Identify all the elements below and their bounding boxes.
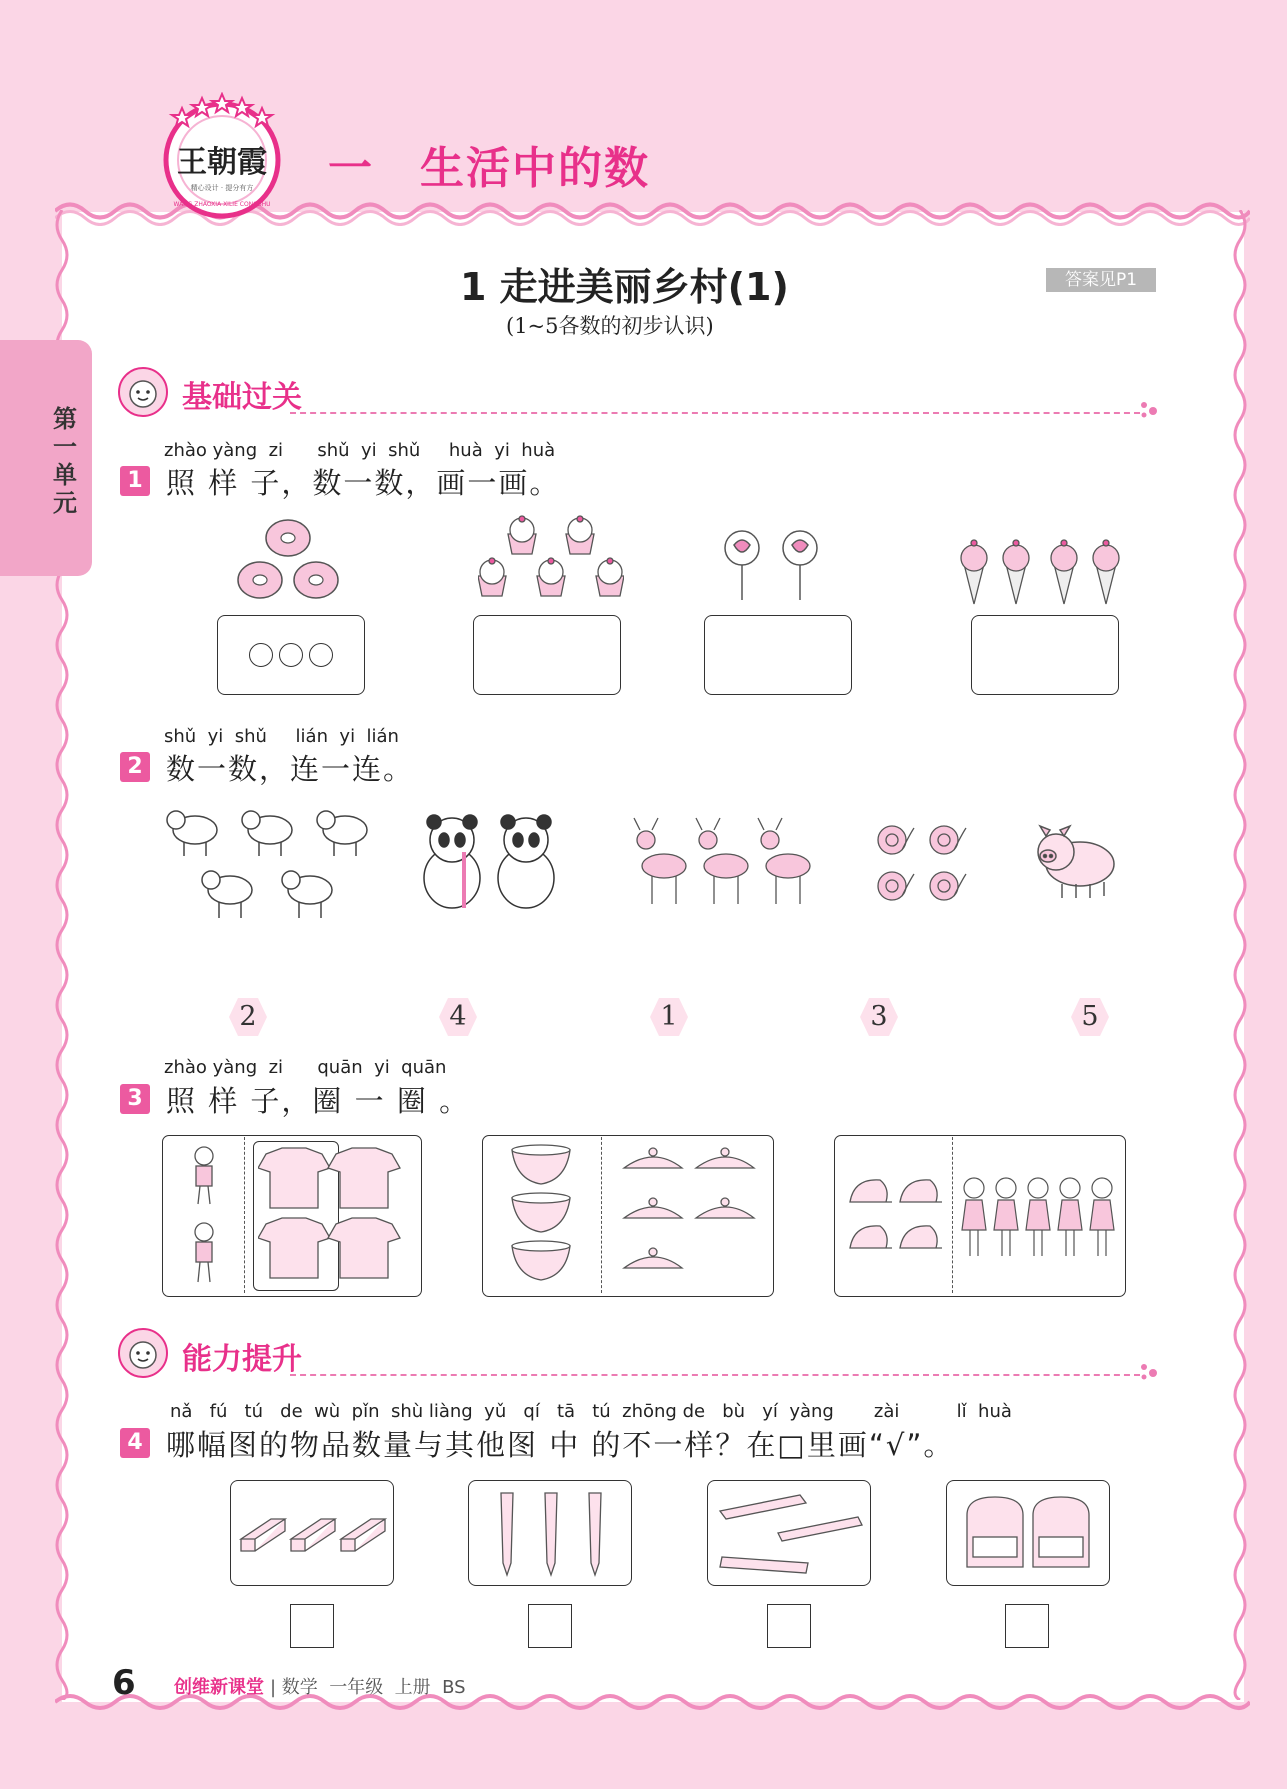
group-divider xyxy=(952,1137,953,1293)
page-number: 6 xyxy=(112,1663,136,1703)
snail-icon xyxy=(872,816,968,908)
q4-picture-pencils xyxy=(468,1480,632,1586)
sample-circle xyxy=(279,643,303,667)
q4-number: 4 xyxy=(120,1428,150,1458)
q4-checkbox-pencil-boxes[interactable] xyxy=(767,1604,811,1648)
q2-pinyin: shǔ yi shǔ lián yi lián xyxy=(164,726,399,747)
cupcake-icon xyxy=(478,514,624,608)
q1-answer-box-ice-creams[interactable] xyxy=(971,615,1119,695)
q1-pinyin: zhào yàng zi shǔ yi shǔ huà yi huà xyxy=(164,440,556,461)
lid-icon xyxy=(620,1142,758,1288)
q4-picture-erasers xyxy=(230,1480,394,1586)
number-label-3[interactable]: 3 xyxy=(870,1001,888,1032)
pencil-box-icon xyxy=(714,1487,864,1579)
section-divider xyxy=(290,412,1140,414)
q4-picture-backpacks xyxy=(946,1480,1110,1586)
q4-picture-pencil-boxes xyxy=(707,1480,871,1586)
number-label-2[interactable]: 2 xyxy=(239,1001,257,1032)
footer-brand: 创维新课堂 xyxy=(174,1677,264,1698)
panda-icon xyxy=(414,812,564,912)
q2-number: 2 xyxy=(120,752,150,782)
section-mascot-icon xyxy=(117,1327,169,1379)
lollipop-icon xyxy=(722,528,820,602)
q2-text: 数一数，连一连。 xyxy=(166,752,415,786)
group-divider xyxy=(244,1137,245,1293)
answer-reference-badge: 答案见P1 xyxy=(1046,268,1156,292)
section-mascot-icon xyxy=(117,366,169,418)
section-title-basic: 基础过关 xyxy=(182,380,302,415)
q4-pinyin: nǎ fú tú de wù pǐn shù liàng yǔ qí tā tú zhōng de bù yí yàng zài lǐ huà xyxy=(170,1401,1012,1422)
q1-answer-box-sample xyxy=(217,615,365,695)
q1-answer-box-cupcakes[interactable] xyxy=(473,615,621,695)
logo-tagline: 精心设计 · 提分有方 xyxy=(190,184,254,192)
ice-cream-icon xyxy=(958,534,1122,606)
q4-checkbox-backpacks[interactable] xyxy=(1005,1604,1049,1648)
pencil-icon xyxy=(487,1487,613,1579)
logo-name: 王朝霞 xyxy=(177,145,267,180)
lesson-subtitle: (1~5各数的初步认识) xyxy=(506,314,714,338)
deer-icon xyxy=(628,816,814,908)
q1-answer-box-lollipops[interactable] xyxy=(704,615,852,695)
brand-logo xyxy=(158,92,286,220)
eraser-icon xyxy=(237,1505,387,1561)
q3-text: 照 样 子，圈 一 圈 。 xyxy=(166,1084,471,1118)
worksheet-page xyxy=(62,212,1244,1702)
unit-tab-label: 第一单元 xyxy=(53,405,77,517)
sample-circle xyxy=(309,643,333,667)
q1-number: 1 xyxy=(120,466,150,496)
t-shirt-icon xyxy=(258,1146,408,1286)
wavy-border-right xyxy=(1228,210,1252,1700)
group-divider xyxy=(601,1137,602,1293)
backpack-icon xyxy=(959,1493,1097,1573)
q4-checkbox-pencils[interactable] xyxy=(528,1604,572,1648)
girl-icon xyxy=(958,1174,1118,1264)
q3-pinyin: zhào yàng zi quān yi quān xyxy=(164,1057,447,1078)
child-icon xyxy=(180,1142,228,1292)
section-divider xyxy=(290,1374,1140,1376)
chapter-title: 生活中的数 xyxy=(420,143,650,194)
logo-ring-text: WANG ZHAOXIA XILIE CONGSHU xyxy=(173,201,271,208)
number-label-4[interactable]: 4 xyxy=(449,1001,467,1032)
bowl-icon xyxy=(508,1142,574,1288)
number-label-5[interactable]: 5 xyxy=(1081,1001,1099,1032)
sample-circle xyxy=(249,643,273,667)
dots-decoration-icon xyxy=(1138,1362,1160,1382)
dots-decoration-icon xyxy=(1138,400,1160,420)
lesson-title: 1 走进美丽乡村(1) xyxy=(460,265,789,309)
q3-number: 3 xyxy=(120,1084,150,1114)
footer-book-info: | 数学 一年级 上册 BS xyxy=(270,1677,466,1698)
pig-icon xyxy=(1028,822,1120,902)
q4-text: 哪幅图的物品数量与其他图 中 的不一样？在□里画“√”。 xyxy=(166,1428,955,1462)
q1-text: 照 样 子，数一数，画一画。 xyxy=(166,466,561,500)
number-label-1[interactable]: 1 xyxy=(660,1001,678,1032)
cap-icon xyxy=(846,1174,944,1258)
sheep-icon xyxy=(160,800,370,928)
section-title-advanced: 能力提升 xyxy=(182,1342,302,1377)
chapter-number: 一 xyxy=(328,143,372,194)
q4-checkbox-erasers[interactable] xyxy=(290,1604,334,1648)
donut-icon xyxy=(232,514,344,608)
